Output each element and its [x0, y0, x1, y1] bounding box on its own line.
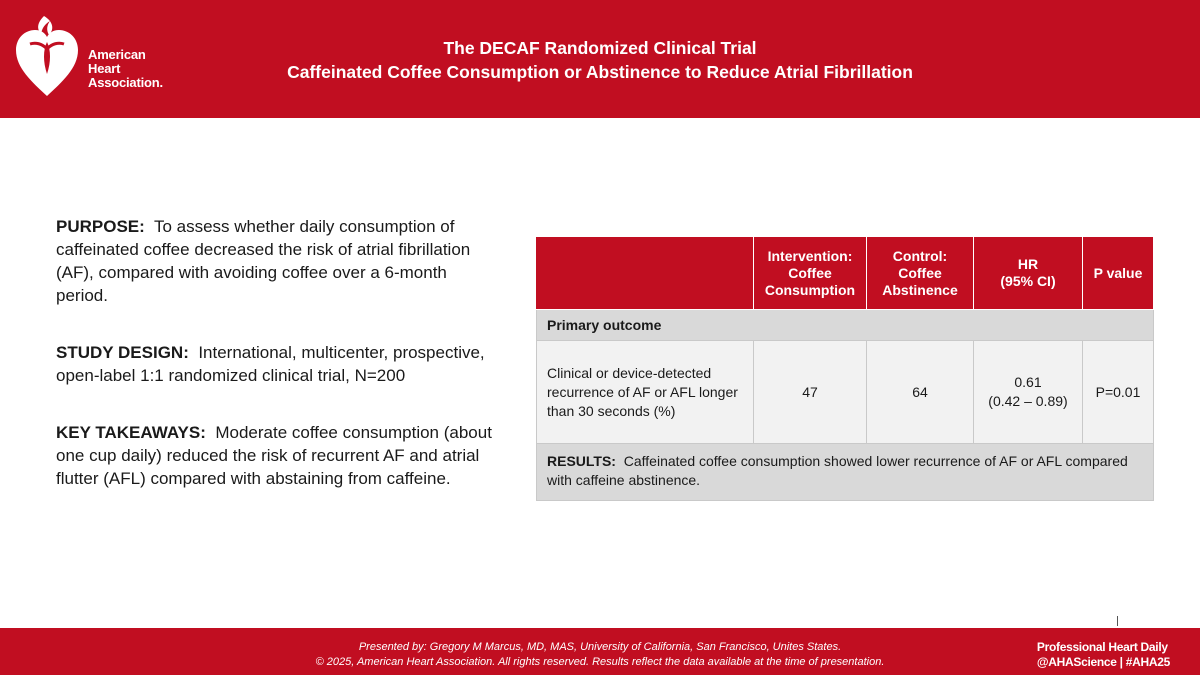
footer-banner [0, 628, 1200, 675]
results-text: Caffeinated coffee consumption showed lower recurrence of AF or AFL compared with caffeine abstinence. [547, 453, 1128, 488]
results-table [536, 236, 1154, 501]
purpose-paragraph [56, 215, 501, 307]
takeaways-paragraph [56, 421, 501, 490]
footer-brand-line-1: Professional Heart Daily [1036, 640, 1168, 654]
logo-wordmark: American Heart Association. [88, 47, 163, 90]
section-row [537, 310, 1154, 341]
outcome-cell: Clinical or device-detected recurrence of AF or AFL longer than 30 seconds (%) [537, 341, 754, 444]
header-control: Control: Coffee Abstinence [867, 237, 974, 310]
p-value: P=0.01 [1083, 341, 1154, 444]
results-row [537, 444, 1154, 501]
intervention-value: 47 [754, 341, 867, 444]
header-banner [0, 0, 1200, 118]
header-intervention: Intervention: Coffee Consumption [754, 237, 867, 310]
table-row [537, 341, 1154, 444]
header-blank-cell [537, 237, 754, 310]
summary-column [56, 215, 501, 524]
results-label: RESULTS: [547, 453, 616, 469]
purpose-label: PURPOSE: [56, 217, 145, 236]
purpose-text: To assess whether daily consumption of caffeinated coffee decreased the risk of atrial fibrillation (AF), compared with avoiding coffee over a 6-month period. [56, 217, 471, 305]
aha-logo [14, 12, 174, 100]
header-p-value: P value [1083, 237, 1154, 310]
heart-torch-icon [14, 12, 80, 98]
takeaways-label: KEY TAKEAWAYS: [56, 423, 206, 442]
footer-brand-line-2: @AHAScience | #AHA25 [1036, 655, 1170, 669]
section-label: Primary outcome [537, 310, 1154, 341]
header-hr: HR (95% CI) [974, 237, 1083, 310]
results-cell [537, 444, 1154, 501]
footer-copyright: © 2025, American Heart Association. All rights reserved. Results reflect the data available at the time of presentation. [315, 656, 885, 668]
design-text: International, multicenter, prospective, open-label 1:1 randomized clinical trial, N=200 [56, 343, 485, 385]
footer-brand [1037, 640, 1170, 670]
ci-value: (0.42 – 0.89) [988, 393, 1068, 409]
footer-credits [200, 640, 1000, 670]
design-paragraph [56, 341, 501, 387]
control-value: 64 [867, 341, 974, 444]
hr-value-cell [974, 341, 1083, 444]
title-line-2: Caffeinated Coffee Consumption or Abstinence to Reduce Atrial Fibrillation [287, 62, 913, 82]
divider-tick [1117, 616, 1118, 626]
title-line-1: The DECAF Randomized Clinical Trial [443, 38, 757, 58]
footer-presenter: Presented by: Gregory M Marcus, MD, MAS, University of California, San Francisco, Unites States. [358, 641, 842, 653]
page-title [200, 36, 1000, 84]
table-header-row [537, 237, 1154, 310]
hr-value: 0.61 [1014, 374, 1042, 390]
design-label: STUDY DESIGN: [56, 343, 189, 362]
takeaways-text: Moderate coffee consumption (about one cup daily) reduced the risk of recurrent AF and atrial flutter (AFL) compared with abstaining from caffeine. [56, 423, 492, 488]
